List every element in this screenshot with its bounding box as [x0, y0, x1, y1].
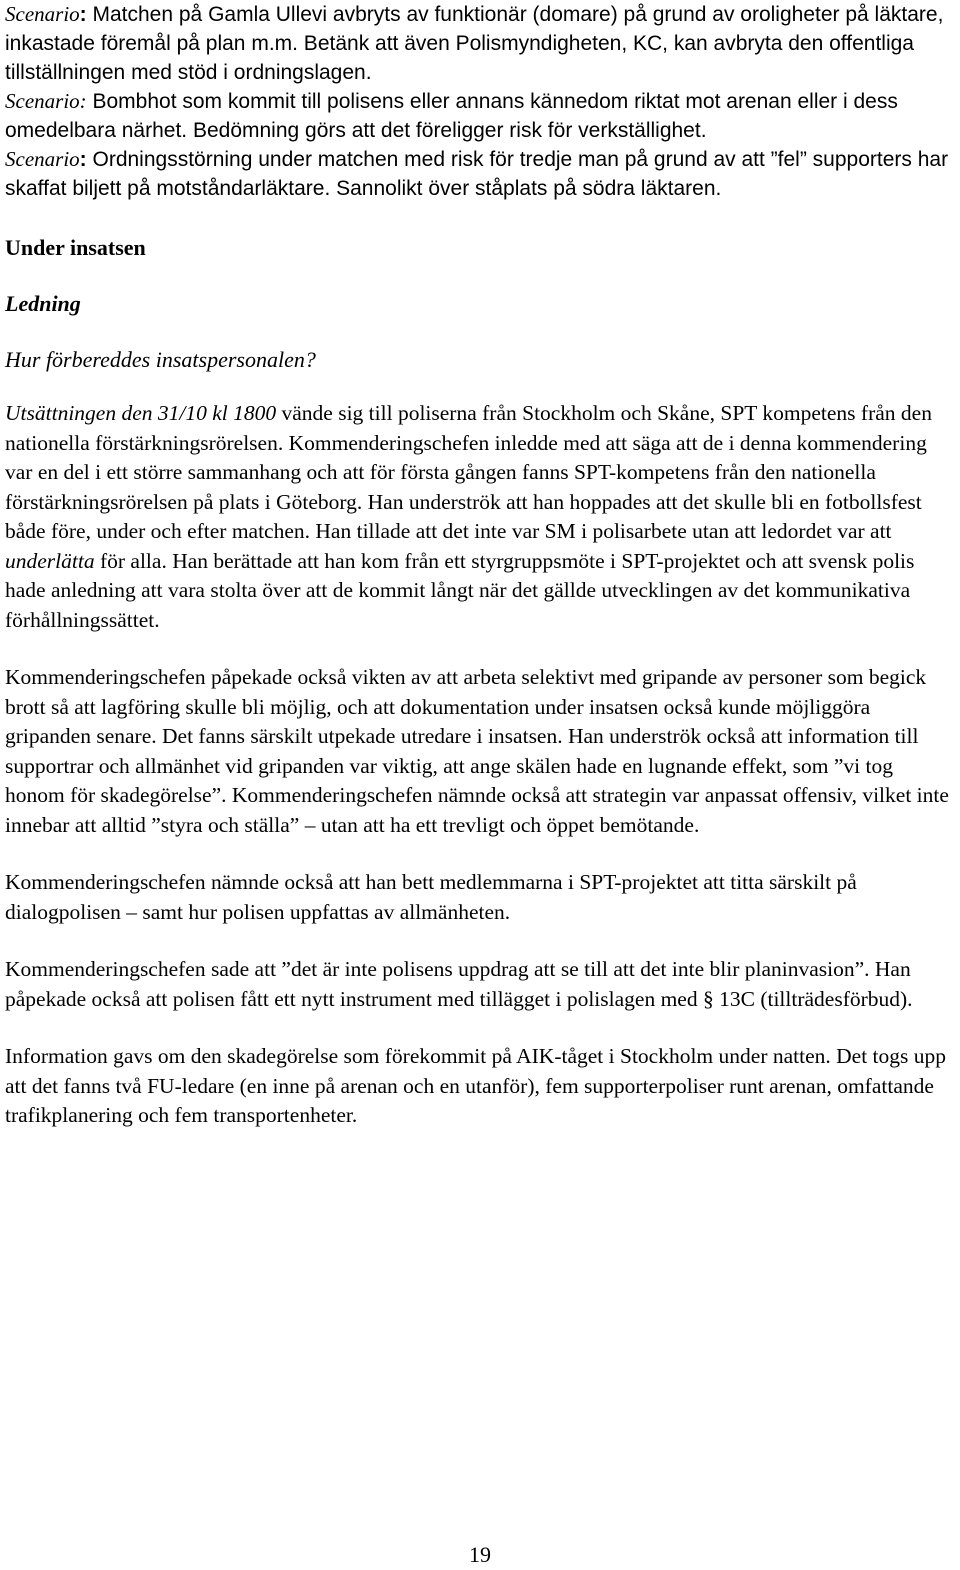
subsection-heading: Ledning [5, 291, 81, 316]
emphasis-word: underlätta [5, 548, 95, 573]
scenario-paragraph-1 [5, 0, 955, 87]
body-paragraph-5: Information gavs om den skadegörelse som förekommit på AIK-tåget i Stockholm under natten. Det togs upp att det fanns två FU-ledare (en inne på arenan och en utanför), fem supporterpoliser runt arenan, omfattande trafikplanering och fem transportenheter. [5, 1044, 947, 1127]
scenario-paragraph-2 [5, 87, 955, 145]
scenario-colon: : [79, 3, 87, 26]
scenario-text: Bombhot som kommit till polisens eller annans kännedom riktat mot arenan eller i dess omedelbara närhet. Bedömning görs att det föreligger risk för verkställighet. [5, 90, 898, 142]
body-paragraph-4: Kommenderingschefen sade att ”det är inte polisens uppdrag att se till att det inte blir planinvasion”. Han påpekade också att polisen fått ett nytt instrument med tillägget i polislagen med § 13C (tillträdesförbud). [5, 957, 913, 1011]
scenario-paragraph-3 [5, 145, 955, 203]
scenario-text: Ordningsstörning under matchen med risk för tredje man på grund av att ”fel” supporters har skaffat biljett på motståndarläktare. Sannolikt över ståplats på södra läktaren. [5, 148, 949, 200]
scenario-text: Matchen på Gamla Ullevi avbryts av funktionär (domare) på grund av oroligheter på läktare, inkastade föremål på plan m.m. Betänk att även Polismyndigheten, KC, kan avbryta den offentliga tillställningen med stöd i ordningslagen. [5, 3, 944, 84]
scenario-colon: : [79, 148, 87, 171]
paragraph-text: för alla. Han berättade att han kom från ett styrgruppsmöte i SPT-projektet och att svensk polis hade anledning att vara stolta över att de kommit långt när det gällde utvecklingen av det kommunikativa förhållningssättet. [5, 548, 915, 632]
scenario-label: Scenario: [5, 89, 87, 113]
paragraph-lead: Utsättningen den 31/10 kl 1800 [5, 401, 277, 425]
body-paragraph-1 [5, 399, 955, 635]
scenario-label: Scenario [5, 147, 80, 171]
body-paragraph-2: Kommenderingschefen påpekade också vikten av att arbeta selektivt med gripande av personer som begick brott så att lagföring skulle bli möjlig, och att dokumentation under insatsen också kunde möjliggöra gripanden senare. Det fanns särskilt utpekade utredare i insatsen. Han underströk också att information till supportrar och allmänhet vid gripanden var viktig, att ange skälen hade en lugnande effekt, som ”vi tog honom för skadegörelse”. Kommenderingschefen nämnde också att strategin var anpassat offensiv, vilket inte innebar att alltid ”styra och ställa” – utan att ha ett trevligt och öppet bemötande. [5, 665, 949, 837]
paragraph-text: vände sig till poliserna från Stockholm och Skåne, SPT kompetens från den nationella förstärkningsrörelsen. Kommenderingschefen inledde med att säga att de i denna kommendering var en del i ett större sammanhang och att för första gången fanns SPT-kompetens från den nationella förstärkningsrörelsen på plats i Göteborg. Han underströk att han hoppades att det skulle bli en fotbollsfest både före, under och efter matchen. Han tillade att det inte var SM i polisarbete utan att ledordet var att [5, 401, 932, 543]
section-heading: Under insatsen [5, 235, 146, 260]
document-page [5, 0, 955, 1131]
scenario-label: Scenario [5, 2, 80, 26]
question-heading: Hur förbereddes insatspersonalen? [5, 347, 316, 372]
body-paragraph-3: Kommenderingschefen nämnde också att han bett medlemmarna i SPT-projektet att titta särskilt på dialogpolisen – samt hur polisen uppfattas av allmänheten. [5, 870, 857, 924]
page-number: 19 [469, 1542, 491, 1567]
